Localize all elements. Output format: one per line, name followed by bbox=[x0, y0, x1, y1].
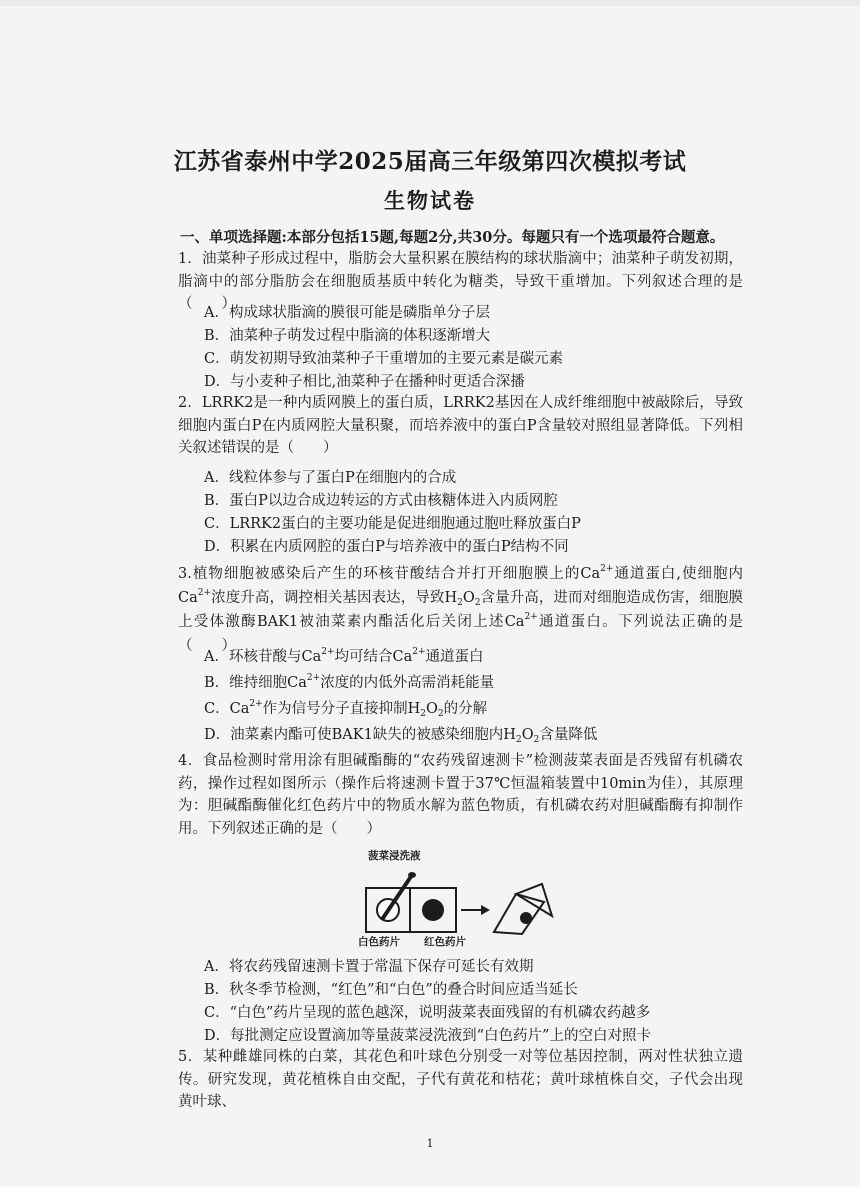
question-1-option-d: D．与小麦种子相比,油菜种子在播种时更适合深播 bbox=[204, 374, 525, 390]
question-2-option-d: D．积累在内质网腔的蛋白P与培养液中的蛋白P结构不同 bbox=[204, 539, 569, 555]
folded-tablet bbox=[520, 912, 532, 924]
dropper-bulb bbox=[408, 872, 416, 878]
question-3-option-c: C．$Ca^{2+}$作为信号分子直接抑制$H_2O_2$的分解 bbox=[204, 699, 488, 719]
question-2-option-b: B．蛋白P以边合成边转运的方式由核糖体进入内质网腔 bbox=[204, 493, 558, 509]
question-2-option-c: C．LRRK2蛋白的主要功能是促进细胞通过胞吐释放蛋白P bbox=[204, 516, 581, 532]
question-3-option-b: B．维持细胞$Ca^{2+}$浓度的内低外高需消耗能量 bbox=[204, 673, 495, 691]
folded-card-back bbox=[494, 894, 544, 934]
question-3-option-d: D．油菜素内酯可使BAK1缺失的被感染细胞内$H_2O_2$含量降低 bbox=[204, 727, 598, 745]
question-1-option-b: B．油菜种子萌发过程中脂滴的体积逐渐增大 bbox=[204, 328, 491, 344]
figure-label-wash-liquid: 菠菜浸洗液 bbox=[368, 850, 421, 862]
question-2-option-a: A．线粒体参与了蛋白P在细胞内的合成 bbox=[204, 470, 457, 486]
section-heading: 一、单项选择题:本部分包括15题,每题2分,共30分。每题只有一个选项最符合题意。 bbox=[180, 229, 725, 246]
question-4-stem: 4．食品检测时常用涂有胆碱酯酶的“农药残留速测卡”检测菠菜表面是否残留有机磷农药，操作过程如图所示（操作后将速测卡置于37℃恒温箱装置中10min为佳），其原理为：胆碱酯酶催化红色药片中的物质水解为蓝色物质，有机磷农药对胆碱酯酶有抑制作用。下列叙述正确的是（ ） bbox=[178, 753, 743, 837]
arrow-head-icon bbox=[481, 905, 490, 915]
page-number: 1 bbox=[426, 1137, 434, 1150]
question-4-option-b: B．秋冬季节检测，“红色”和“白色”的叠合时间应适当延长 bbox=[204, 982, 578, 998]
question-1-option-a: A．构成球状脂滴的膜很可能是磷脂单分子层 bbox=[204, 305, 490, 321]
question-4-option-a: A．将农药残留速测卡置于常温下保存可延长有效期 bbox=[204, 959, 534, 975]
question-3-option-a: A．环核苷酸与$Ca^{2+}$均可结合$Ca^{2+}$通道蛋白 bbox=[204, 647, 484, 665]
figure-label-white-tablet: 白色药片 bbox=[358, 936, 400, 948]
question-4-option-d: D．每批测定应设置滴加等量菠菜浸洗液到“白色药片”上的空白对照卡 bbox=[204, 1028, 651, 1044]
scan-edge bbox=[0, 0, 860, 6]
question-1-option-c: C．萌发初期导致油菜种子干重增加的主要元素是碳元素 bbox=[204, 351, 564, 367]
question-1-stem: 1．油菜种子形成过程中，脂肪会大量积累在膜结构的球状脂滴中；油菜种子萌发初期，脂滴中的部分脂肪会在细胞质基质中转化为糖类，导致干重增加。下列叙述合理的是（ ） bbox=[178, 251, 743, 312]
question-4-option-c: C．“白色”药片呈现的蓝色越深，说明菠菜表面残留的有机磷农药越多 bbox=[204, 1005, 651, 1021]
exam-title: 江苏省泰州中学2025届高三年级第四次模拟考试 bbox=[173, 148, 687, 175]
question-5-stem: 5．某种雌雄同株的白菜，其花色和叶球色分别受一对等位基因控制，两对性状独立遗传。研究发现，黄花植株自由交配，子代有黄花和桔花；黄叶球植株自交，子代会出现黄叶球、 bbox=[178, 1049, 743, 1110]
question-3-stem: 3.植物细胞被感染后产生的环核苷酸结合并打开细胞膜上的$Ca^{2+}$通道蛋白,使细胞内$Ca^{2+}$浓度升高，调控相关基因表达，导致$H_2O_2$含量升高，进而对细胞造成伤害，细胞膜上受体激酶BAK1被油菜素内酯活化后关闭上述$Ca^{2+}$通道蛋白。下列说法正确的是（ ） bbox=[178, 564, 744, 654]
question-2-stem: 2．LRRK2是一种内质网膜上的蛋白质，LRRK2基因在人成纤维细胞中被敲除后，导致细胞内蛋白P在内质网腔大量积聚，而培养液中的蛋白P含量较对照组显著降低。下列相关叙述错误的是（ ） bbox=[178, 395, 743, 456]
red-tablet bbox=[422, 899, 444, 921]
figure-label-red-tablet: 红色药片 bbox=[424, 936, 466, 948]
test-card-figure bbox=[340, 848, 570, 948]
exam-subtitle: 生物试卷 bbox=[384, 188, 476, 213]
